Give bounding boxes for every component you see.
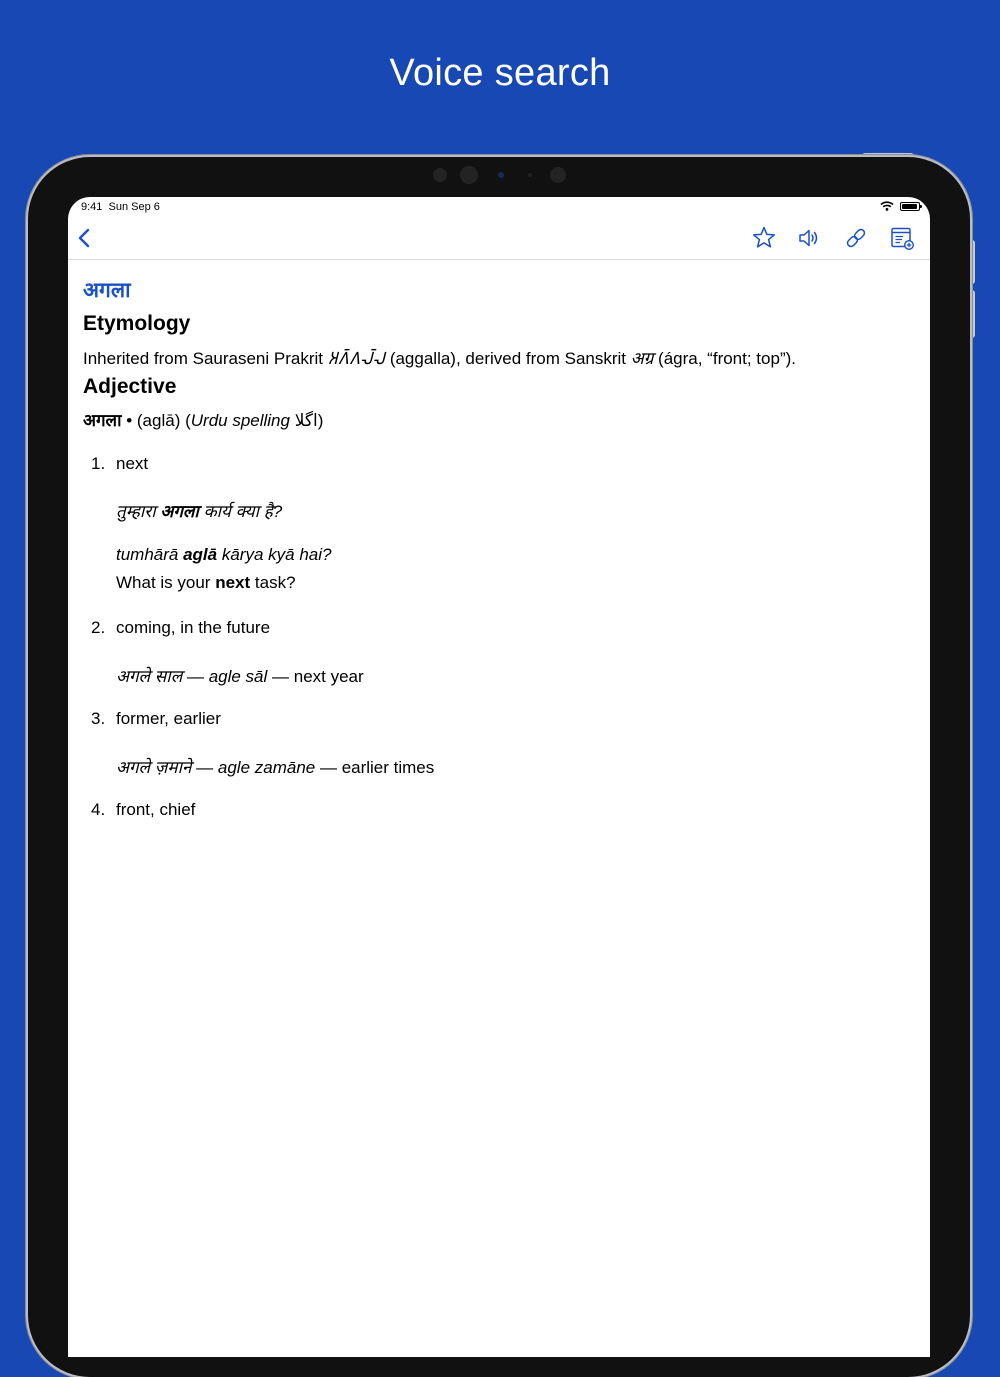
star-icon[interactable] xyxy=(751,225,777,251)
urdu-label: Urdu spelling xyxy=(190,411,290,430)
headword-inline: अगला xyxy=(83,411,122,430)
sensor xyxy=(528,173,532,177)
example-line: अगले ज़माने — agle zamāne — earlier times xyxy=(116,758,435,777)
add-to-list-icon[interactable] xyxy=(889,225,915,251)
sense-gloss: next xyxy=(116,454,149,473)
headword: अगला xyxy=(83,279,131,302)
prakrit-term[interactable]: 𑀅𑀕𑁆𑀕𑀮𑁆𑀮 xyxy=(327,349,386,368)
back-icon[interactable] xyxy=(72,225,98,251)
urdu-spelling[interactable]: اگلا xyxy=(294,411,318,430)
sense-number: 1. xyxy=(91,454,106,473)
volume-up-button xyxy=(970,240,975,284)
status-time: 9:41 Sun Sep 6 xyxy=(81,201,160,213)
link-icon[interactable] xyxy=(843,225,869,251)
sense-gloss: former, earlier xyxy=(116,709,221,728)
sense-number: 4. xyxy=(91,800,106,819)
example-hindi: तुम्हारा अगला कार्य क्या है? xyxy=(116,502,283,521)
etymology-text: Inherited from Sauraseni Prakrit 𑀅𑀕𑁆𑀕𑀮𑁆𑀮 (aggalla), derived from Sanskrit अग्र (ágra, “front; top”). xyxy=(83,349,796,368)
sensor xyxy=(498,172,504,178)
front-camera xyxy=(460,166,478,184)
nav-bar xyxy=(68,219,930,260)
sensor xyxy=(433,168,447,182)
etymology-heading: Etymology xyxy=(83,312,191,335)
sense-gloss: front, chief xyxy=(116,800,196,819)
sense-number: 3. xyxy=(91,709,106,728)
app-screen xyxy=(68,197,930,1357)
headword-line: अगला • (aglā) (Urdu spelling اگلا) xyxy=(83,411,324,430)
promo-title: Voice search xyxy=(389,52,611,94)
example-translation: What is your next task? xyxy=(116,573,296,592)
volume-down-button xyxy=(970,290,975,338)
sensor xyxy=(550,167,566,183)
example-transliteration: tumhārā aglā kārya kyā hai? xyxy=(116,545,332,564)
sense-gloss: coming, in the future xyxy=(116,618,271,637)
status-bar xyxy=(68,197,930,219)
example-line: अगले साल — agle sāl — next year xyxy=(116,667,364,686)
sense-number: 2. xyxy=(91,618,106,637)
battery-icon xyxy=(900,202,920,211)
sanskrit-term[interactable]: अग्र xyxy=(630,349,654,368)
pos-heading: Adjective xyxy=(83,375,177,398)
wifi-icon xyxy=(880,201,894,211)
speaker-icon[interactable] xyxy=(796,225,822,251)
